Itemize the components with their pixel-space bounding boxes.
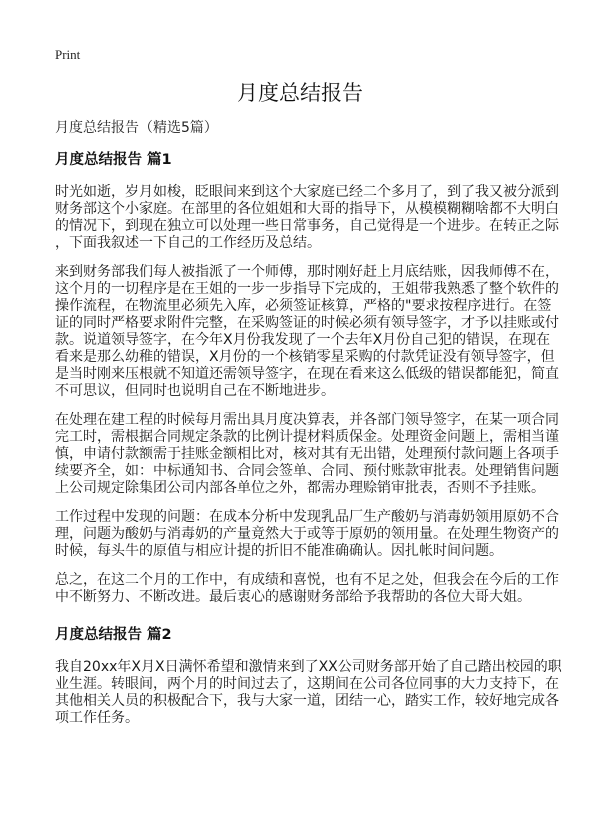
paragraph-line: 款。说道领导签字，在今年X月份我发现了一个去年X月份自己犯的错误，在现在 <box>55 332 551 348</box>
paragraph-line: 证的同时严格要求附件完整，在采购签证的时候必须有领导签字，才予以挂账或付 <box>55 315 559 331</box>
paragraph-line: 中不断努力、不断改进。最后衷心的感谢财务部给予我帮助的各位大哥大姐。 <box>55 589 531 605</box>
paragraph-line: 财务部这个小家庭。在部里的各位姐姐和大哥的指导下，从模模糊糊啥都不大明白 <box>55 201 559 217</box>
paragraph-line: 总之，在这二个月的工作中，有成绩和喜悦，也有不足之处，但我会在今后的工作 <box>55 572 559 588</box>
paragraph-line: 是当时刚来压根就不知道还需领导签字，在现在看来这么低级的错误都能犯，简直 <box>55 366 559 382</box>
paragraph-line: 续要齐全，如：中标通知书、合同会签单、合同、预付账款审批表。处理销售问题 <box>55 463 559 479</box>
paragraph-line: 操作流程，在物流里必须先入库，必须签证核算，严格的"要求按程序进行。在签 <box>55 298 552 314</box>
paragraph-line: 上公司规定除集团公司内部各单位之外，都需办理赊销审批表，否则不予挂账。 <box>55 480 545 496</box>
paragraph-line: 在处理在建工程的时候每月需出具月度决算表，并各部门领导签字，在某一项合同 <box>55 412 559 428</box>
paragraph-line: 我自20xx年X月X日满怀希望和激情来到了XX公司财务部开始了自己踏出校园的职 <box>55 659 562 675</box>
paragraph-line: 工作过程中发现的问题：在成本分析中发现乳品厂生产酸奶与消毒奶领用原奶不合 <box>55 509 559 525</box>
document-title: 月度总结报告 <box>237 81 363 105</box>
paragraph-line: 时候，每头牛的原值与相应计提的折旧不能准确确认。因扎帐时间问题。 <box>55 543 503 559</box>
report-section <box>55 626 562 727</box>
paragraph <box>55 509 559 560</box>
paragraph-line: 其他相关人员的积极配合下，我与大家一道，团结一心，踏实工作，较好地完成各 <box>55 693 559 709</box>
paragraph-line: 来到财务部我们每人被指派了一个师傅，那时刚好赶上月底结账，因我师傅不在， <box>55 264 559 280</box>
paragraph-line: 慎，申请付款额需于挂账金额相比对，核对其有无出错，处理预付款问题上各项手 <box>55 446 559 462</box>
paragraph-line: 业生涯。转眼间，两个月的时间过去了，这期间在公司各位同事的大力支持下，在 <box>55 676 559 692</box>
print-link[interactable]: Print <box>55 47 81 62</box>
section-heading: 月度总结报告 篇2 <box>55 627 172 643</box>
paragraph-line: 这个月的一切程序是在王姐的一步一步指导下完成的，王姐带我熟悉了整个软件的 <box>55 281 559 297</box>
paragraph-line: 项工作任务。 <box>55 710 139 726</box>
paragraph-line: ，下面我叙述一下自己的工作经历及总结。 <box>55 235 321 251</box>
paragraph <box>55 412 559 497</box>
section-heading: 月度总结报告 篇1 <box>55 152 172 168</box>
paragraph <box>55 572 559 606</box>
paragraph-line: 理，问题为酸奶与消毒奶的产量竟然大于或等于原奶的领用量。在处理生物资产的 <box>55 526 559 542</box>
paragraph-line: 完工时，需根据合同规定条款的比例计提材料质保金。处理资金问题上，需相当谨 <box>55 429 559 445</box>
document-subtitle: 月度总结报告（精选5篇） <box>55 120 218 136</box>
report-section <box>55 151 559 606</box>
paragraph-line: 的情况下，到现在独立可以处理一些日常事务，自己觉得是一个进步。在转正之际 <box>55 218 559 234</box>
paragraph-line: 看来是那么幼稚的错误，X月份的一个核销零星采购的付款凭证没有领导签字，但 <box>55 349 555 365</box>
paragraph-line: 不可思议，但同时也说明自己在不断地进步。 <box>55 383 335 399</box>
paragraph <box>55 264 559 400</box>
paragraph <box>55 659 562 727</box>
paragraph-line: 时光如逝，岁月如梭，眨眼间来到这个大家庭已经二个多月了，到了我又被分派到 <box>55 184 559 200</box>
document-body <box>55 151 562 739</box>
paragraph <box>55 184 559 252</box>
